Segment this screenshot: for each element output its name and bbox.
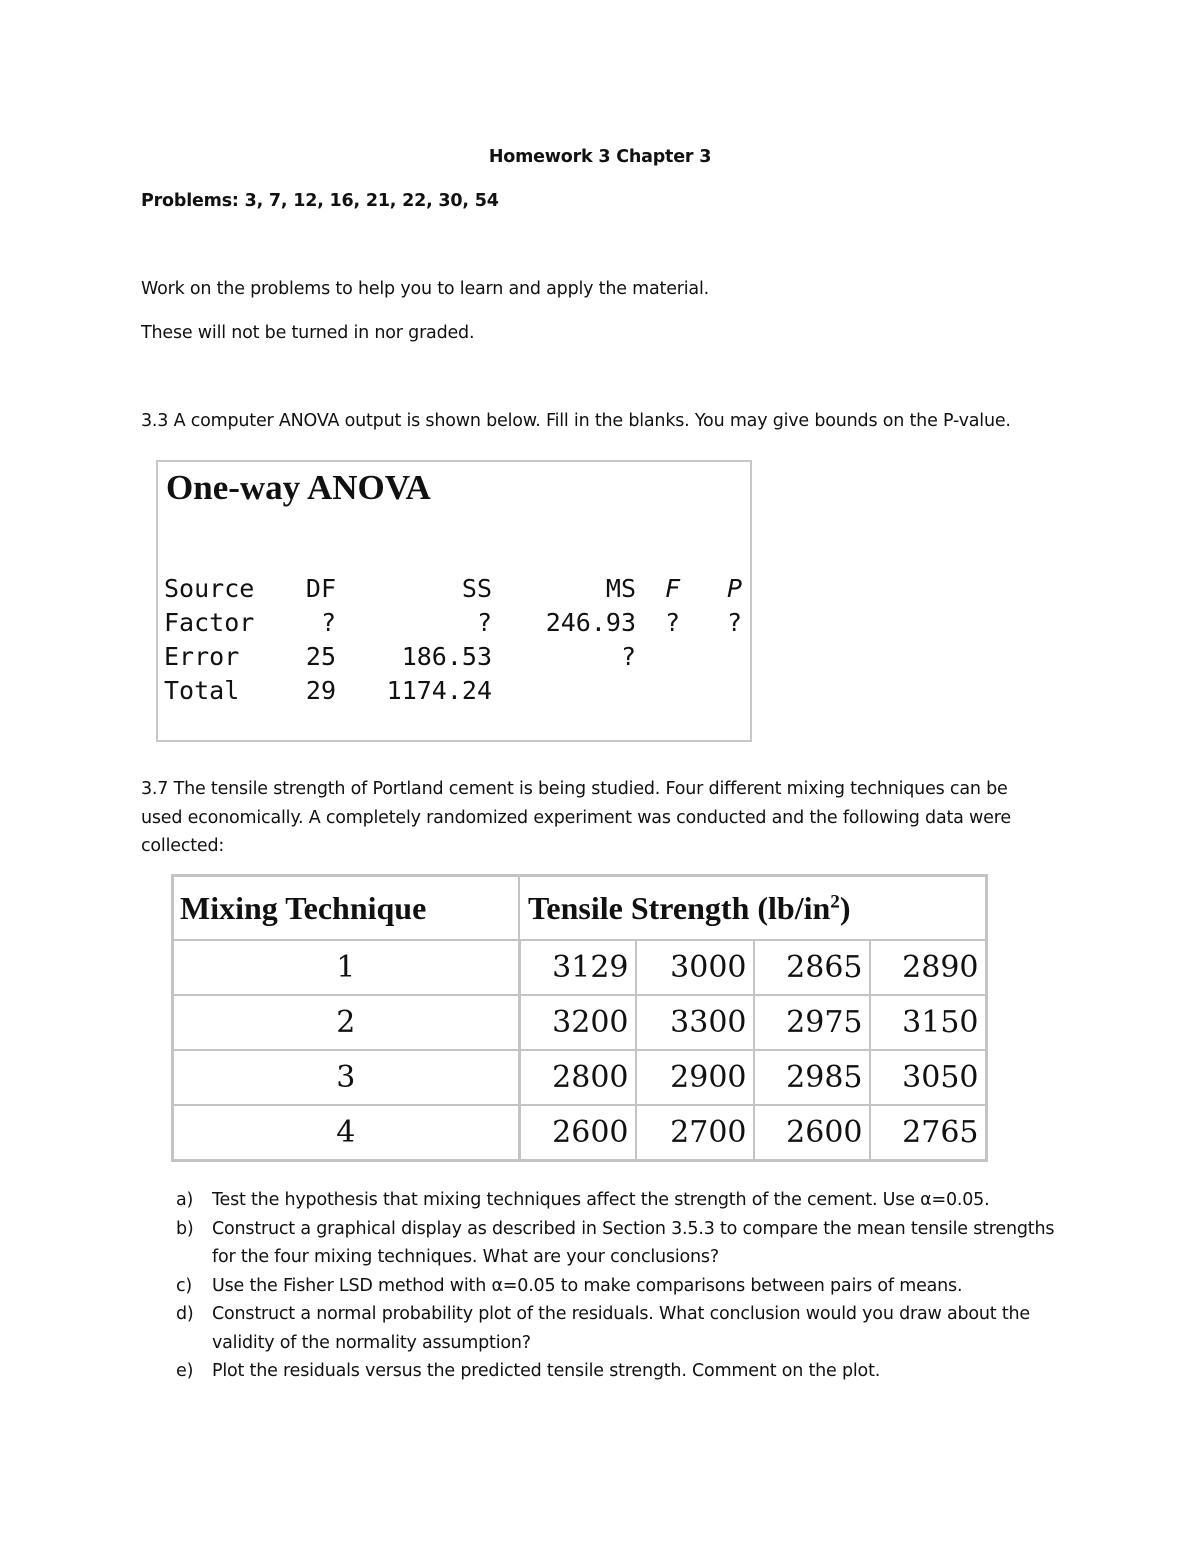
anova-cell: ? [664,608,680,637]
question-3-7: 3.7 The tensile strength of Portland cement is being studied. Four different mixing techniques can be used economically. A completely randomized experiment was conducted and the following data were collected: [141,779,1011,856]
question-3-3: 3.3 A computer ANOVA output is shown below. Fill in the blanks. You may give bounds on the P-value. [141,411,1011,431]
anova-cell: ? [620,642,636,671]
list-item-text: Construct a graphical display as described in Section 3.5.3 to compare the mean tensile strengths for the four mixing techniques. What are your conclusions? [212,1218,1055,1267]
anova-output-box [156,460,752,742]
list-item-label: b) [176,1218,194,1239]
tensile-strength-table [171,874,988,1162]
list-item-text: Plot the residuals versus the predicted tensile strength. Comment on the plot. [212,1361,881,1381]
list-item [176,1215,1076,1272]
header-superscript: 2 [830,890,840,912]
list-item-label: e) [176,1361,194,1381]
anova-header-ms: MS [605,574,636,603]
header-close-paren: ) [839,889,851,926]
value-cell: 3300 [636,995,754,1050]
anova-cell [636,640,680,674]
anova-header-p: P [726,574,742,603]
table-header-row [173,876,987,941]
value-cell: 2890 [870,940,987,995]
anova-cell [636,674,680,708]
anova-cell: Error [164,642,240,671]
list-item [176,1186,1076,1215]
anova-title: One-way ANOVA [166,468,431,507]
value-cell: 2765 [870,1105,987,1161]
value-cell: 2900 [636,1050,754,1105]
technique-cell: 3 [173,1050,520,1105]
technique-cell: 4 [173,1105,520,1161]
anova-header-source: Source [164,574,255,603]
technique-cell: 2 [173,995,520,1050]
technique-cell: 1 [173,940,520,995]
question-parts-list [176,1186,1076,1386]
page-title: Homework 3 Chapter 3 [488,147,712,167]
value-cell: 2975 [754,995,870,1050]
value-cell: 3129 [519,940,636,995]
anova-cell: 29 [305,676,336,705]
list-item [176,1357,1076,1386]
list-item-text: Construct a normal probability plot of the residuals. What conclusion would you draw about the validity of the normality assumption? [212,1304,1030,1353]
value-cell: 3050 [870,1050,987,1105]
table-row [173,1050,987,1105]
problems-list: Problems: 3, 7, 12, 16, 21, 22, 30, 54 [141,191,499,211]
anova-row-factor [164,606,742,640]
anova-cell [492,674,636,708]
anova-cell: 25 [305,642,336,671]
anova-cell: ? [726,608,742,637]
anova-header-ss: SS [461,574,492,603]
anova-row-total [164,674,742,708]
anova-cell: 246.93 [545,608,636,637]
table-row [173,1105,987,1161]
header-tensile-strength [519,876,986,941]
anova-cell [680,640,742,674]
anova-cell: Factor [164,608,255,637]
list-item [176,1300,1076,1357]
list-item-text: Test the hypothesis that mixing techniques affect the strength of the cement. Use α=0.05. [212,1190,990,1210]
header-mixing-technique: Mixing Technique [173,876,520,941]
list-item-text: Use the Fisher LSD method with α=0.05 to make comparisons between pairs of means. [212,1275,963,1296]
value-cell: 2700 [636,1105,754,1161]
value-cell: 2800 [519,1050,636,1105]
anova-header-row [164,572,742,606]
anova-cell: 186.53 [401,642,492,671]
list-item-label: c) [176,1275,193,1296]
header-tensile-strength-text: Tensile Strength (lb/in [528,889,831,926]
list-item [176,1272,1076,1301]
anova-header-df: DF [305,574,336,603]
intro-line-1: Work on the problems to help you to learn and apply the material. [141,279,709,299]
list-item-label: a) [176,1190,194,1210]
anova-header-f: F [664,574,680,603]
value-cell: 2600 [519,1105,636,1161]
value-cell: 3000 [636,940,754,995]
table-row [173,995,987,1050]
value-cell: 2865 [754,940,870,995]
value-cell: 2985 [754,1050,870,1105]
table-row [173,940,987,995]
list-item-label: d) [176,1304,194,1324]
anova-cell: ? [476,608,492,637]
anova-row-error [164,640,742,674]
anova-cell [680,674,742,708]
anova-cell: ? [320,608,336,637]
value-cell: 2600 [754,1105,870,1161]
anova-cell: Total [164,676,240,705]
anova-cell: 1174.24 [386,676,492,705]
value-cell: 3200 [519,995,636,1050]
intro-line-2: These will not be turned in nor graded. [141,323,475,343]
value-cell: 3150 [870,995,987,1050]
anova-table [164,572,742,708]
